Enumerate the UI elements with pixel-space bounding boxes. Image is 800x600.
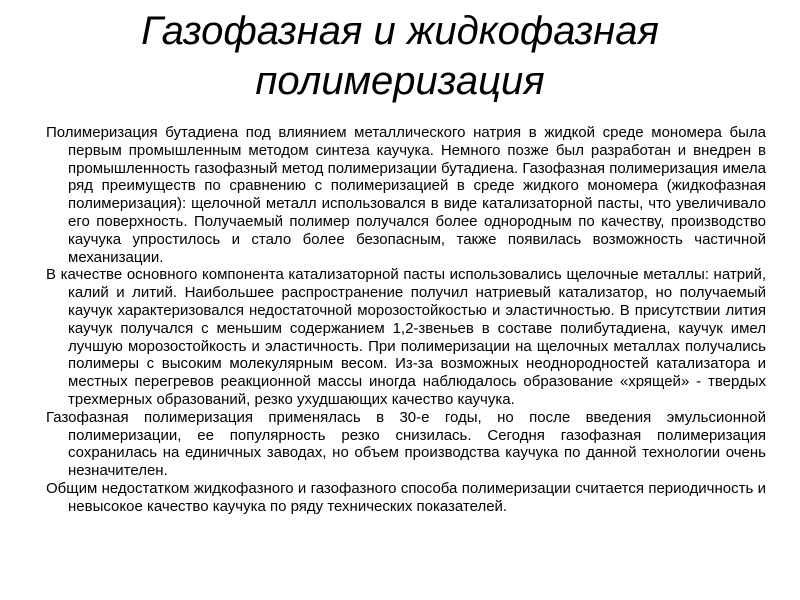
paragraph-sodium-polymerization: Полимеризация бутадиена под влиянием металлического натрия в жидкой среде мономера была первым промышленным методом синтеза каучука. Немного позже был разработан и внедрен в промышленность газофазный метод полимеризации бутадиена. Газофазная полимеризация имела ряд преимуществ по сравнению с полимеризацией в среде жидкого мономера (жидкофазная полимеризация): щелочной металл использовался в виде катализаторной пасты, что увеличивало его поверхность. Получаемый полимер получался более однородным по качеству, производство каучука упростилось и стало более безопасным, также появилась возможность частичной механизации. xyxy=(46,124,766,266)
slide-body xyxy=(46,124,766,516)
paragraph-common-drawbacks: Общим недостатком жидкофазного и газофазного способа полимеризации считается периодичность и невысокое качество каучука по ряду технических показателей. xyxy=(46,479,766,515)
slide-title-line-1: Газофазная и жидкофазная xyxy=(141,9,659,53)
paragraph-gas-phase-history: Газофазная полимеризация применялась в 30-е годы, но после введения эмульсионной полимеризации, ее популярность резко снизилась. Сегодня газофазная полимеризация сохранилась на единичных заводах, но объем производства каучука по данной технологии очень незначителен. xyxy=(46,408,766,480)
slide-title-line-2: полимеризация xyxy=(255,59,545,103)
paragraph-catalyst-paste: В качестве основного компонента катализаторной пасты использовались щелочные металлы: натрий, калий и литий. Наибольшее распространение получил натриевый катализатор, но получаемый каучук характеризовался недостаточной морозостойкостью и эластичностью. В присутствии лития каучук получался с меньшим содержанием 1,2-звеньев в составе полибутадиена, каучук имел лучшую морозостойкость и эластичность. При полимеризации на щелочных металлах получались полимеры с высоким молекулярным весом. Из-за возможных неоднородностей катализатора и местных перегревов реакционной массы иногда наблюдалось образование «хрящей» - твердых трехмерных образований, резко ухудшающих качество каучука. xyxy=(46,266,766,408)
slide-title xyxy=(60,6,740,106)
